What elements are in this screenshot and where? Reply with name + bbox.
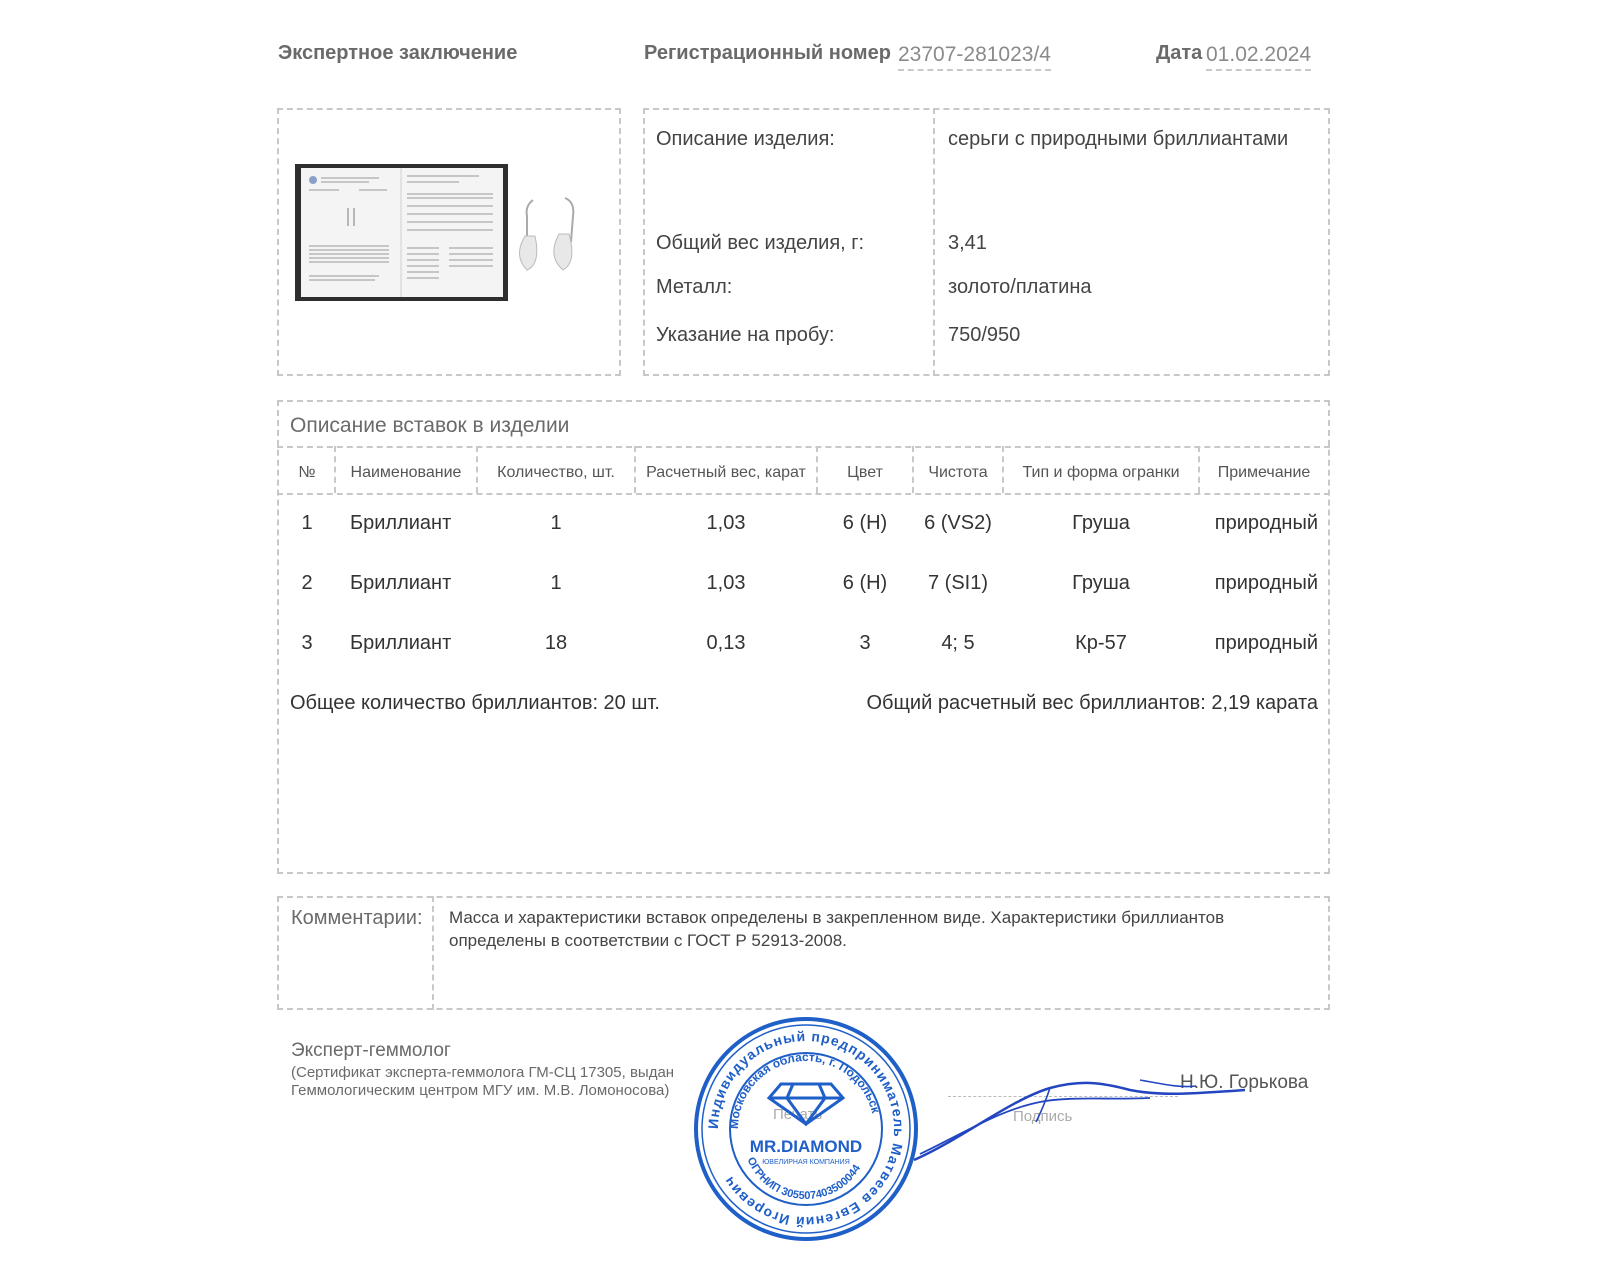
document-title: Экспертное заключение <box>278 42 518 64</box>
stone-color: 6 (H) <box>842 512 888 534</box>
stamp-label: Печать <box>773 1106 823 1123</box>
column-header-name: Наименование <box>350 464 462 481</box>
stone-note: природный <box>1214 632 1318 654</box>
item-description-value: серьги с природными бриллиантами <box>948 128 1289 150</box>
stone-note: природный <box>1214 572 1318 594</box>
item-weight-label: Общий вес изделия, г: <box>656 232 865 254</box>
stamp-outer-text: Индивидуальный предприниматель Матвеев Евгений Игоревич <box>704 1027 908 1231</box>
item-photo-frame <box>277 108 621 376</box>
expert-certificate: (Сертификат эксперта-геммолога ГМ-СЦ 17305, выдан Геммологическим центром МГУ им. М.В. Ломоносова) <box>291 1064 675 1099</box>
stamp-brand-subtitle: ЮВЕЛИРНАЯ КОМПАНИЯ <box>762 1159 850 1166</box>
stamp-ogrnip: ОГРНИП 305507403500044 <box>744 1155 864 1203</box>
expert-name: Н.Ю. Горькова <box>1180 1072 1309 1093</box>
stone-cut: Кр-57 <box>1075 632 1127 654</box>
stone-quantity: 18 <box>544 632 568 654</box>
row-number: 1 <box>301 512 313 534</box>
stone-cut: Груша <box>1072 572 1130 594</box>
date-label: Дата <box>1156 42 1203 64</box>
item-photo <box>279 110 619 374</box>
column-header-cut: Тип и форма огранки <box>1022 464 1180 481</box>
total-weight: Общий расчетный вес бриллиантов: 2,19 карата <box>866 692 1318 714</box>
comments-label: Комментарии: <box>291 907 423 929</box>
sign-label: Подпись <box>1013 1108 1073 1125</box>
handwritten-signature <box>900 1070 1250 1170</box>
comments-text: Масса и характеристики вставок определены в закрепленном виде. Характеристики бриллиантов определены в соответствии с ГОСТ Р 52913-2008. <box>449 908 1225 950</box>
stamp-brand: MR.DIAMOND <box>749 1137 863 1156</box>
stamp-inner-text: Московская область, г. Подольск <box>726 1049 883 1130</box>
stone-quantity: 1 <box>550 572 562 594</box>
stone-clarity: 6 (VS2) <box>924 512 992 534</box>
expert-label: Эксперт-геммолог <box>291 1040 451 1061</box>
registration-number: 23707-281023/4 <box>898 43 1051 71</box>
item-weight-value: 3,41 <box>948 232 987 254</box>
description-divider <box>933 108 935 376</box>
stone-cut: Груша <box>1072 512 1130 534</box>
stone-clarity: 4; 5 <box>941 632 975 654</box>
row-number: 2 <box>301 572 313 594</box>
stone-weight: 1,03 <box>706 572 746 594</box>
company-stamp <box>693 1016 919 1242</box>
column-header-color: Цвет <box>847 464 883 481</box>
hallmark-label: Указание на пробу: <box>656 324 835 346</box>
metal-label: Металл: <box>656 276 733 298</box>
column-header-number: № <box>298 464 316 481</box>
column-header-weight: Расчетный вес, карат <box>646 464 806 481</box>
stone-color: 6 (H) <box>842 572 888 594</box>
stone-name: Бриллиант <box>350 572 452 594</box>
stone-quantity: 1 <box>550 512 562 534</box>
total-count: Общее количество бриллиантов: 20 шт. <box>290 692 660 714</box>
stone-weight: 1,03 <box>706 512 746 534</box>
comments-divider <box>432 896 434 1010</box>
item-description-label: Описание изделия: <box>656 128 835 150</box>
registration-label: Регистрационный номер <box>644 42 891 64</box>
stone-clarity: 7 (SI1) <box>927 572 989 594</box>
stone-name: Бриллиант <box>350 632 452 654</box>
inserts-title: Описание вставок в изделии <box>290 414 570 437</box>
column-header-clarity: Чистота <box>928 464 988 481</box>
row-number: 3 <box>301 632 313 654</box>
diamond-icon <box>769 1084 843 1124</box>
stone-note: природный <box>1214 512 1318 534</box>
table-header-top-border <box>277 446 1330 448</box>
column-header-note: Примечание <box>1217 464 1311 481</box>
stone-weight: 0,13 <box>706 632 746 654</box>
stone-color: 3 <box>859 632 871 654</box>
stone-name: Бриллиант <box>350 512 452 534</box>
hallmark-value: 750/950 <box>948 324 1021 346</box>
column-header-quantity: Количество, шт. <box>497 464 615 481</box>
table-header-bottom-border <box>277 493 1330 495</box>
metal-value: золото/платина <box>948 276 1092 298</box>
date-value: 01.02.2024 <box>1206 43 1311 71</box>
